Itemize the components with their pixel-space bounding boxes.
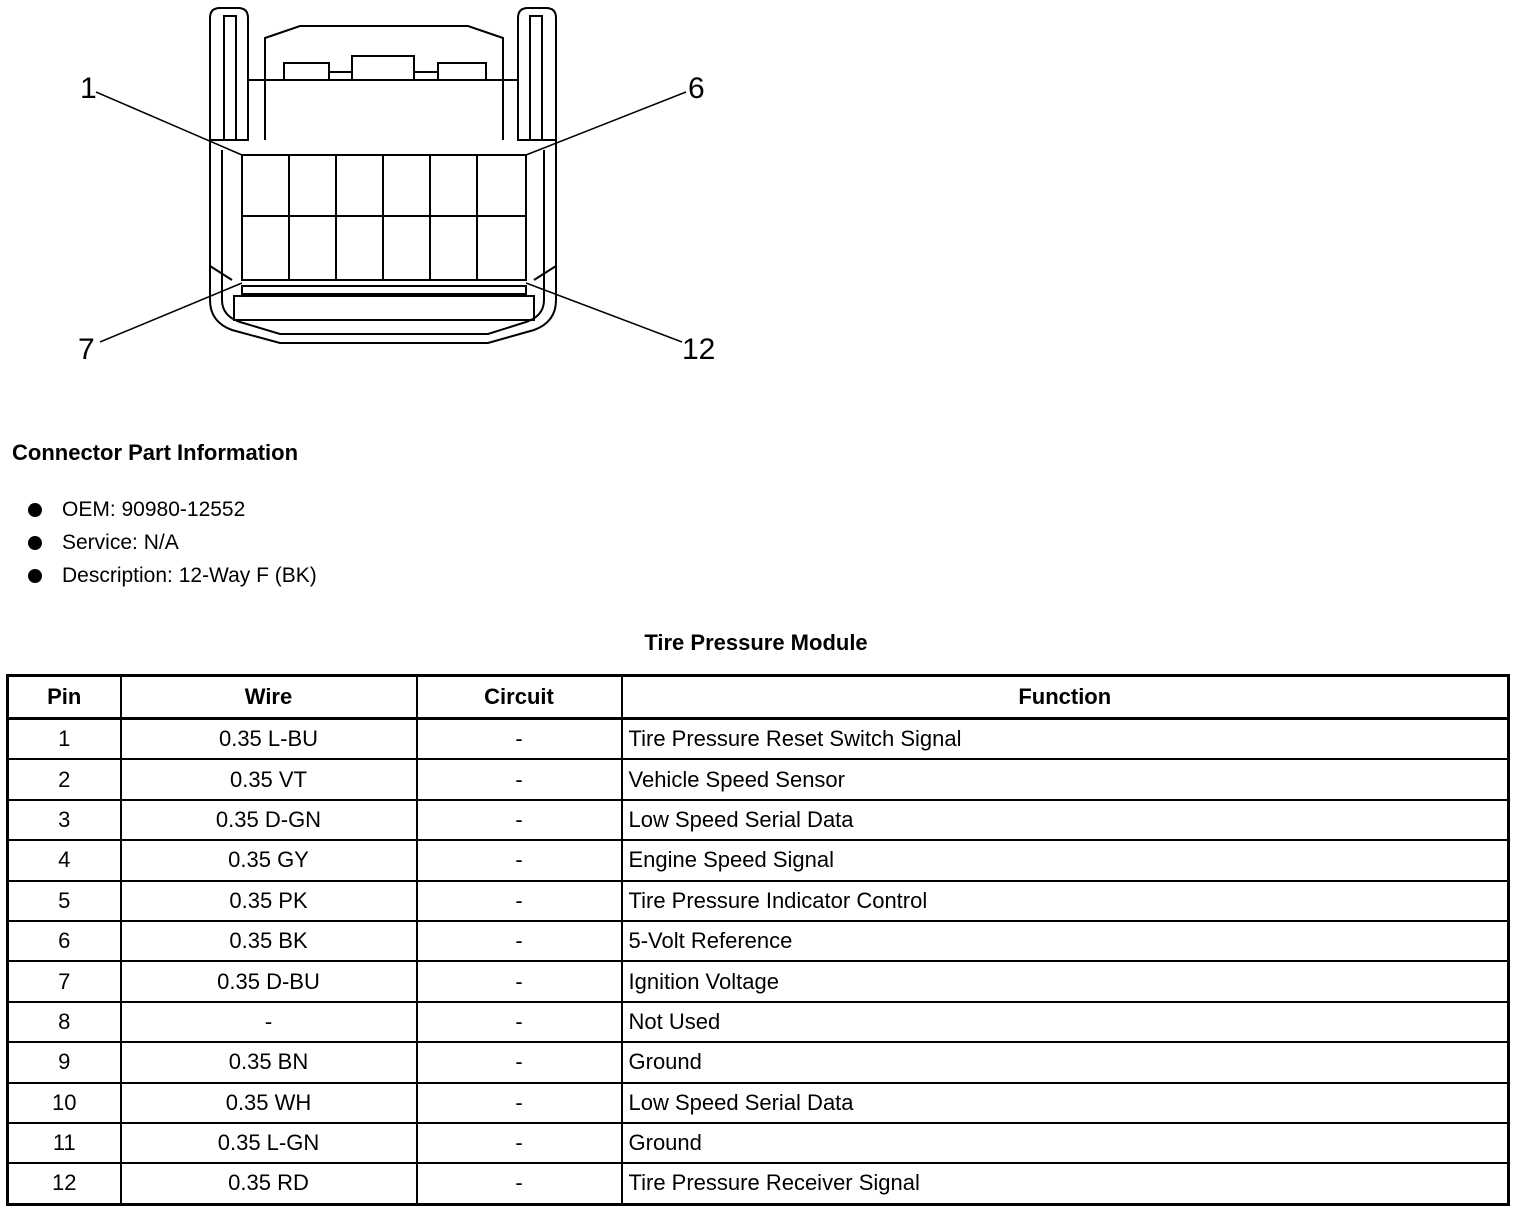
cell-circuit: - xyxy=(417,961,622,1001)
pin-label-7: 7 xyxy=(78,333,95,366)
part-info-list xyxy=(28,493,317,592)
cell-function: Not Used xyxy=(622,1002,1509,1042)
part-info-service: Service: N/A xyxy=(62,531,179,554)
cell-circuit: - xyxy=(417,881,622,921)
part-info-description: Description: 12-Way F (BK) xyxy=(62,564,317,587)
header-circuit: Circuit xyxy=(417,676,622,719)
cell-circuit: - xyxy=(417,840,622,880)
part-info-item xyxy=(28,493,317,526)
header-wire: Wire xyxy=(121,676,417,719)
cell-function: Ground xyxy=(622,1123,1509,1163)
part-info-oem: OEM: 90980-12552 xyxy=(62,498,246,521)
cell-pin: 6 xyxy=(8,921,121,961)
cell-function: Vehicle Speed Sensor xyxy=(622,759,1509,799)
header-pin: Pin xyxy=(8,676,121,719)
table-row xyxy=(8,961,1509,1001)
pinout-table xyxy=(6,674,1510,1206)
cell-circuit: - xyxy=(417,1123,622,1163)
part-info-item xyxy=(28,559,317,592)
table-row xyxy=(8,881,1509,921)
cell-circuit: - xyxy=(417,921,622,961)
cell-circuit: - xyxy=(417,719,622,760)
cell-wire: 0.35 L-BU xyxy=(121,719,417,760)
cell-function: Low Speed Serial Data xyxy=(622,800,1509,840)
cell-wire: 0.35 BN xyxy=(121,1042,417,1082)
bullet-icon xyxy=(28,569,42,583)
cell-wire: 0.35 D-BU xyxy=(121,961,417,1001)
table-row xyxy=(8,1123,1509,1163)
cell-wire: - xyxy=(121,1002,417,1042)
cell-function: Ground xyxy=(622,1042,1509,1082)
cell-function: 5-Volt Reference xyxy=(622,921,1509,961)
cell-circuit: - xyxy=(417,800,622,840)
table-row xyxy=(8,1042,1509,1082)
cell-pin: 1 xyxy=(8,719,121,760)
cell-function: Engine Speed Signal xyxy=(622,840,1509,880)
cell-pin: 5 xyxy=(8,881,121,921)
cell-pin: 2 xyxy=(8,759,121,799)
cell-function: Tire Pressure Indicator Control xyxy=(622,881,1509,921)
table-row xyxy=(8,800,1509,840)
cell-wire: 0.35 D-GN xyxy=(121,800,417,840)
cell-wire: 0.35 BK xyxy=(121,921,417,961)
cell-circuit: - xyxy=(417,759,622,799)
cell-wire: 0.35 RD xyxy=(121,1163,417,1204)
connector-diagram xyxy=(0,0,760,380)
pin-label-6: 6 xyxy=(688,72,705,105)
table-row xyxy=(8,1163,1509,1204)
cell-function: Tire Pressure Reset Switch Signal xyxy=(622,719,1509,760)
bullet-icon xyxy=(28,503,42,517)
cell-circuit: - xyxy=(417,1042,622,1082)
cell-circuit: - xyxy=(417,1002,622,1042)
cell-function: Ignition Voltage xyxy=(622,961,1509,1001)
table-title: Tire Pressure Module xyxy=(644,630,868,655)
cell-wire: 0.35 PK xyxy=(121,881,417,921)
part-info-title: Connector Part Information xyxy=(12,440,299,465)
part-info-item xyxy=(28,526,317,559)
cell-wire: 0.35 GY xyxy=(121,840,417,880)
cell-wire: 0.35 L-GN xyxy=(121,1123,417,1163)
cell-circuit: - xyxy=(417,1163,622,1204)
bullet-icon xyxy=(28,536,42,550)
cell-function: Tire Pressure Receiver Signal xyxy=(622,1163,1509,1204)
cell-pin: 12 xyxy=(8,1163,121,1204)
pin-label-1: 1 xyxy=(80,72,97,105)
cell-pin: 7 xyxy=(8,961,121,1001)
cell-pin: 10 xyxy=(8,1083,121,1123)
table-header-row xyxy=(8,676,1509,719)
cell-circuit: - xyxy=(417,1083,622,1123)
cell-pin: 8 xyxy=(8,1002,121,1042)
table-row xyxy=(8,921,1509,961)
cell-pin: 9 xyxy=(8,1042,121,1082)
table-row xyxy=(8,1083,1509,1123)
cell-function: Low Speed Serial Data xyxy=(622,1083,1509,1123)
table-row xyxy=(8,719,1509,760)
header-function: Function xyxy=(622,676,1509,719)
cell-pin: 11 xyxy=(8,1123,121,1163)
table-row xyxy=(8,840,1509,880)
table-row xyxy=(8,1002,1509,1042)
cell-pin: 3 xyxy=(8,800,121,840)
cell-wire: 0.35 WH xyxy=(121,1083,417,1123)
table-row xyxy=(8,759,1509,799)
cell-wire: 0.35 VT xyxy=(121,759,417,799)
pin-label-12: 12 xyxy=(682,333,716,366)
cell-pin: 4 xyxy=(8,840,121,880)
